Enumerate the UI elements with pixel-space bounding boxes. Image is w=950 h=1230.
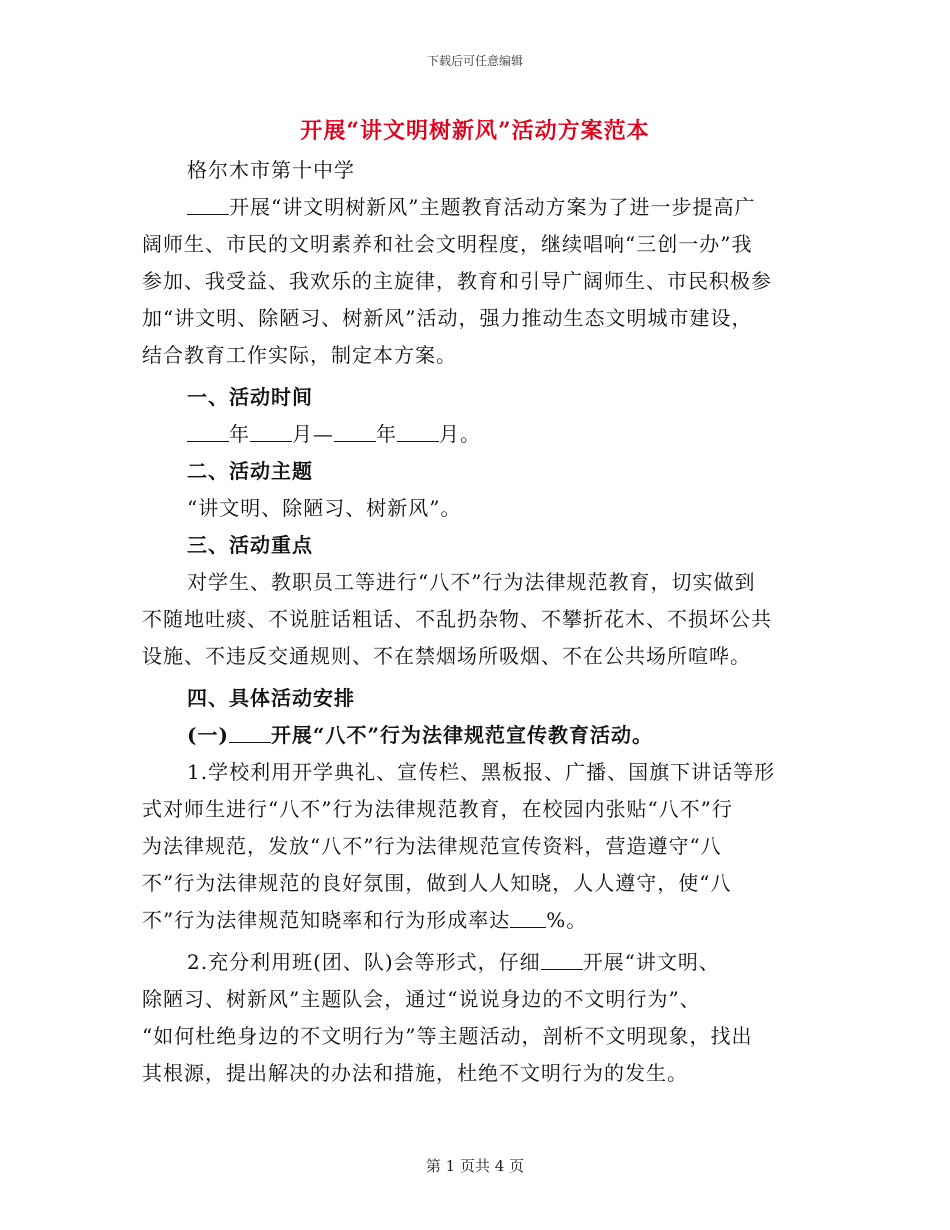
paragraph-2-line: 其根源，提出解决的办法和措施，杜绝不文明行为的发生。 [142, 1061, 688, 1085]
page-header: 下载后可任意编辑 [426, 54, 523, 68]
paragraph-2-line: “如何杜绝身边的不文明行为”等主题活动，剖析不文明现象，找出 [142, 1024, 753, 1048]
intro-line: 结合教育工作实际，制定本方案。 [142, 343, 457, 367]
blank-field [334, 419, 376, 442]
paragraph-1-line: 不”行为法律规范的良好氛围，做到人人知晓，人人遵守，使“八 [142, 871, 732, 895]
theme-text: “讲文明、除陋习、树新风”。 [187, 496, 462, 520]
section-heading-arrangement: 四、具体活动安排 [187, 686, 355, 710]
paragraph-1-line: 不”行为法律规范知晓率和行为形成率达 %。 [142, 902, 812, 939]
section-heading-time: 一、活动时间 [187, 385, 313, 409]
paragraph-1-line: 为法律规范，发放“八不”行为法律规范宣传资料，营造遵守“八 [142, 834, 722, 858]
paragraph-2-line: 2.充分利用班(团、队)会等形式，仔细 开展“讲文明、 [142, 944, 812, 981]
section-heading-focus: 三、活动重点 [187, 533, 313, 557]
focus-line: 设施、不违反交通规则、不在禁烟场所吸烟、不在公共场所喧哗。 [142, 644, 751, 668]
paragraph-1-line: 式对师生进行“八不”行为法律规范教育，在校园内张贴“八不”行 [142, 797, 733, 821]
intro-line: 参加、我受益、我欢乐的主旋律，教育和引导广阔师生、市民积极参 [142, 269, 772, 293]
paragraph-1-line: 1.学校利用开学典礼、宣传栏、黑板报、广播、国旗下讲话等形 [187, 760, 776, 784]
focus-line: 对学生、教职员工等进行“八不”行为法律规范教育，切实做到 [187, 570, 756, 594]
page-footer: 第 1 页共 4 页 [425, 1157, 525, 1175]
document-title: 开展“讲文明树新风”活动方案范本 [300, 118, 650, 144]
blank-field [397, 419, 439, 442]
intro-line: 开展“讲文明树新风”主题教育活动方案为了进一步提高广 [142, 189, 812, 226]
blank-field [541, 947, 583, 970]
school-name: 格尔木市第十中学 [187, 158, 355, 182]
focus-line: 不随地吐痰、不说脏话粗话、不乱扔杂物、不攀折花木、不损坏公共 [142, 607, 772, 631]
document-body [142, 152, 812, 1092]
intro-line: 阔师生、市民的文明素养和社会文明程度，继续唱响“三创一办”我 [142, 232, 753, 256]
paragraph-2-line: 除陋习、树新风”主题队会，通过“说说身边的不文明行为”、 [142, 987, 701, 1011]
intro-line: 加“讲文明、除陋习、树新风”活动，强力推动生态文明城市建设， [142, 306, 753, 330]
blank-field [187, 192, 229, 215]
blank-field [510, 905, 546, 928]
section-heading-theme: 二、活动主题 [187, 459, 313, 483]
blank-field [229, 720, 271, 743]
subsection-heading: (一) 开展“八不”行为法律规范宣传教育活动。 [142, 717, 812, 754]
blank-field [187, 419, 229, 442]
blank-field [250, 419, 292, 442]
activity-time-line: 年 月— 年 月。 [142, 416, 812, 453]
